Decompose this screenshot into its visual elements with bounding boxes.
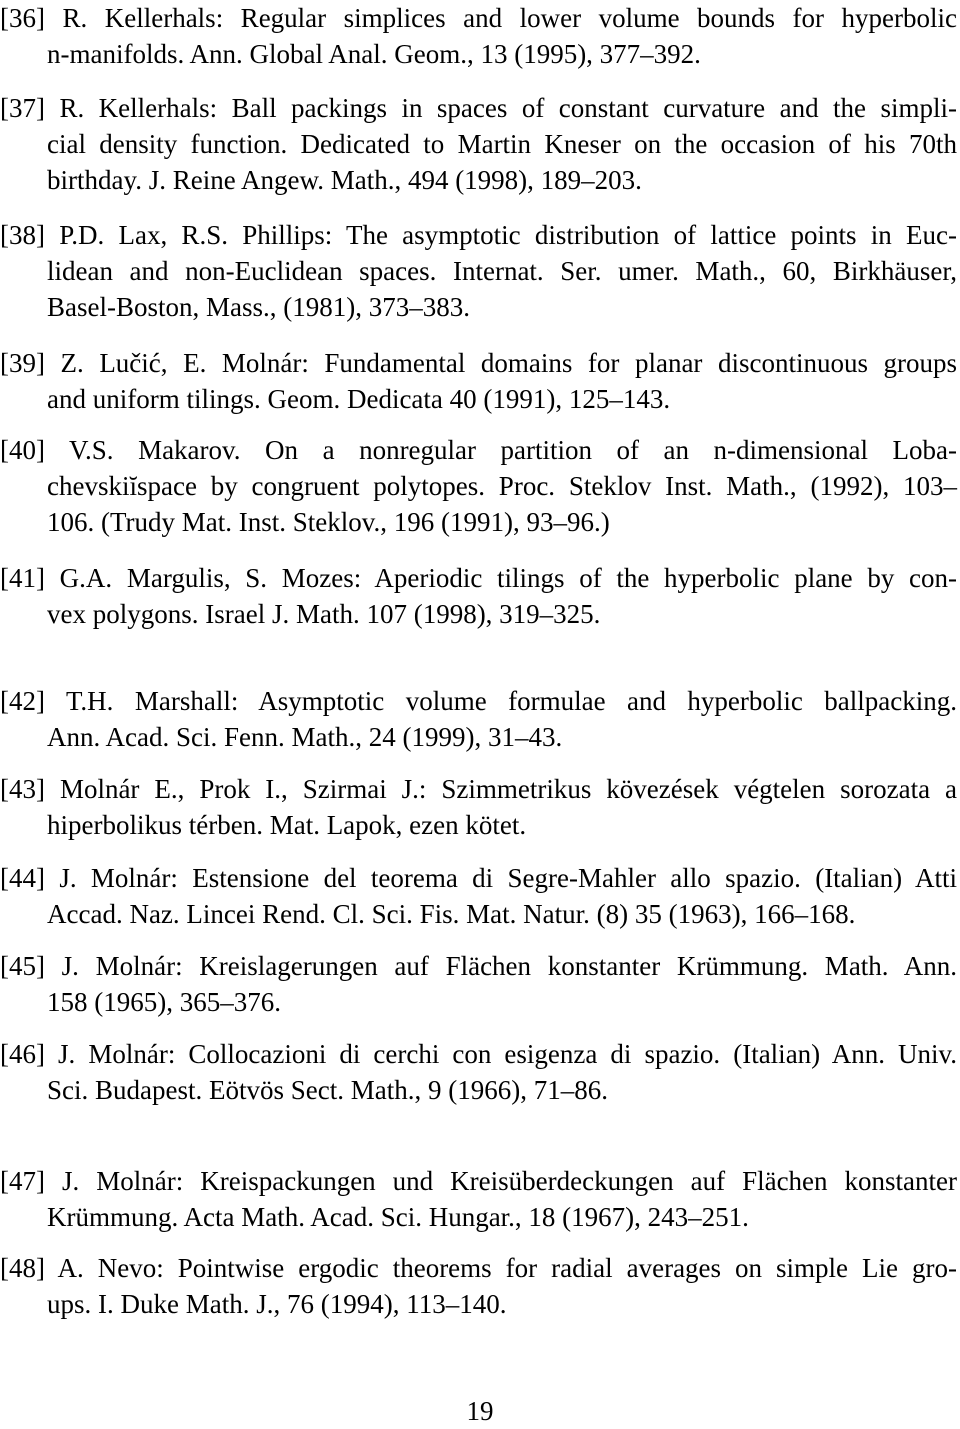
reference-text: hiperbolikus térben. Mat. Lapok, ezen kötet. bbox=[47, 810, 527, 840]
reference-text: vex polygons. Israel J. Math. 107 (1998), 319–325. bbox=[47, 599, 601, 629]
reference-continuation-line bbox=[47, 1286, 506, 1322]
reference-label: [43] bbox=[0, 774, 45, 804]
reference-continuation-line bbox=[47, 289, 470, 325]
reference-text: J. Molnár: Collocazioni di cerchi con esigenza di spazio. (Italian) Ann. Univ. bbox=[58, 1039, 958, 1069]
reference-first-line bbox=[0, 1250, 957, 1286]
reference-continuation-line bbox=[47, 896, 855, 932]
reference-label: [38] bbox=[0, 220, 45, 250]
reference-label: [44] bbox=[0, 863, 45, 893]
reference-first-line bbox=[0, 217, 957, 253]
reference-continuation-line bbox=[47, 126, 957, 162]
reference-continuation-line bbox=[47, 596, 600, 632]
reference-label: [41] bbox=[0, 563, 45, 593]
reference-text: 158 (1965), 365–376. bbox=[47, 987, 281, 1017]
page-number: 19 bbox=[466, 1396, 494, 1426]
reference-first-line bbox=[0, 345, 957, 381]
reference-text: Accad. Naz. Lincei Rend. Cl. Sci. Fis. Mat. Natur. (8) 35 (1963), 166–168. bbox=[47, 899, 856, 929]
reference-text: and uniform tilings. Geom. Dedicata 40 (1991), 125–143. bbox=[47, 384, 671, 414]
reference-text: V.S. Makarov. On a nonregular partition of an n-dimensional Loba- bbox=[69, 435, 957, 465]
reference-text: lidean and non-Euclidean spaces. Internat. Ser. umer. Math., 60, Birkhäuser, bbox=[47, 256, 957, 286]
reference-text: ups. I. Duke Math. J., 76 (1994), 113–140. bbox=[47, 1289, 507, 1319]
reference-label: [37] bbox=[0, 93, 45, 123]
reference-text: cial density function. Dedicated to Martin Kneser on the occasion of his 70th bbox=[47, 129, 957, 159]
reference-text: A. Nevo: Pointwise ergodic theorems for radial averages on simple Lie gro- bbox=[57, 1253, 957, 1283]
reference-continuation-line bbox=[47, 253, 957, 289]
reference-first-line bbox=[0, 1036, 957, 1072]
reference-text: 106. (Trudy Mat. Inst. Steklov., 196 (1991), 93–96.) bbox=[47, 507, 610, 537]
reference-continuation-line bbox=[47, 719, 562, 755]
reference-text: Basel-Boston, Mass., (1981), 373–383. bbox=[47, 292, 470, 322]
reference-first-line bbox=[0, 560, 957, 596]
reference-text: R. Kellerhals: Regular simplices and lower volume bounds for hyperbolic bbox=[62, 3, 957, 33]
reference-text: J. Molnár: Kreispackungen und Kreisüberdeckungen auf Flächen konstanter bbox=[62, 1166, 958, 1196]
reference-label: [47] bbox=[0, 1166, 45, 1196]
reference-first-line bbox=[0, 948, 957, 984]
reference-first-line bbox=[0, 860, 957, 896]
reference-text: Ann. Acad. Sci. Fenn. Math., 24 (1999), 31–43. bbox=[47, 722, 563, 752]
reference-text: R. Kellerhals: Ball packings in spaces of constant curvature and the simpli- bbox=[59, 93, 957, 123]
reference-text: Sci. Budapest. Eötvös Sect. Math., 9 (1966), 71–86. bbox=[47, 1075, 608, 1105]
reference-first-line bbox=[0, 432, 957, 468]
reference-continuation-line bbox=[47, 381, 670, 417]
reference-first-line bbox=[0, 683, 957, 719]
reference-text: birthday. J. Reine Angew. Math., 494 (1998), 189–203. bbox=[47, 165, 642, 195]
reference-first-line bbox=[0, 90, 957, 126]
reference-continuation-line bbox=[47, 807, 526, 843]
reference-text: J. Molnár: Estensione del teorema di Segre-Mahler allo spazio. (Italian) Atti bbox=[59, 863, 957, 893]
reference-label: [42] bbox=[0, 686, 45, 716]
reference-text: G.A. Margulis, S. Mozes: Aperiodic tilings of the hyperbolic plane by con- bbox=[59, 563, 958, 593]
reference-text: P.D. Lax, R.S. Phillips: The asymptotic distribution of lattice points in Euc- bbox=[59, 220, 957, 250]
reference-text: Molnár E., Prok I., Szirmai J.: Szimmetrikus kövezések végtelen sorozata a bbox=[59, 774, 957, 804]
reference-label: [45] bbox=[0, 951, 45, 981]
reference-label: [39] bbox=[0, 348, 45, 378]
reference-label: [48] bbox=[0, 1253, 45, 1283]
reference-first-line bbox=[0, 771, 957, 807]
reference-continuation-line bbox=[47, 504, 610, 540]
reference-continuation-line bbox=[47, 1199, 749, 1235]
reference-text: T.H. Marshall: Asymptotic volume formulae and hyperbolic ballpacking. bbox=[65, 686, 957, 716]
reference-label: [46] bbox=[0, 1039, 45, 1069]
reference-first-line bbox=[0, 0, 957, 36]
reference-text: J. Molnár: Kreislagerungen auf Flächen konstanter Krümmung. Math. Ann. bbox=[61, 951, 957, 981]
reference-first-line bbox=[0, 1163, 957, 1199]
reference-continuation-line bbox=[47, 468, 957, 504]
reference-text: Z. Lučić, E. Molnár: Fundamental domains for planar discontinuous groups bbox=[60, 348, 958, 378]
reference-continuation-line bbox=[47, 162, 642, 198]
reference-continuation-line bbox=[47, 1072, 608, 1108]
reference-text: n-manifolds. Ann. Global Anal. Geom., 13 (1995), 377–392. bbox=[47, 39, 701, 69]
reference-label: [40] bbox=[0, 435, 45, 465]
reference-label: [36] bbox=[0, 3, 45, 33]
reference-continuation-line bbox=[47, 36, 701, 72]
reference-continuation-line bbox=[47, 984, 281, 1020]
reference-text: Krümmung. Acta Math. Acad. Sci. Hungar., 18 (1967), 243–251. bbox=[47, 1202, 749, 1232]
reference-text: chevskiĭspace by congruent polytopes. Proc. Steklov Inst. Math., (1992), 103– bbox=[47, 471, 957, 501]
